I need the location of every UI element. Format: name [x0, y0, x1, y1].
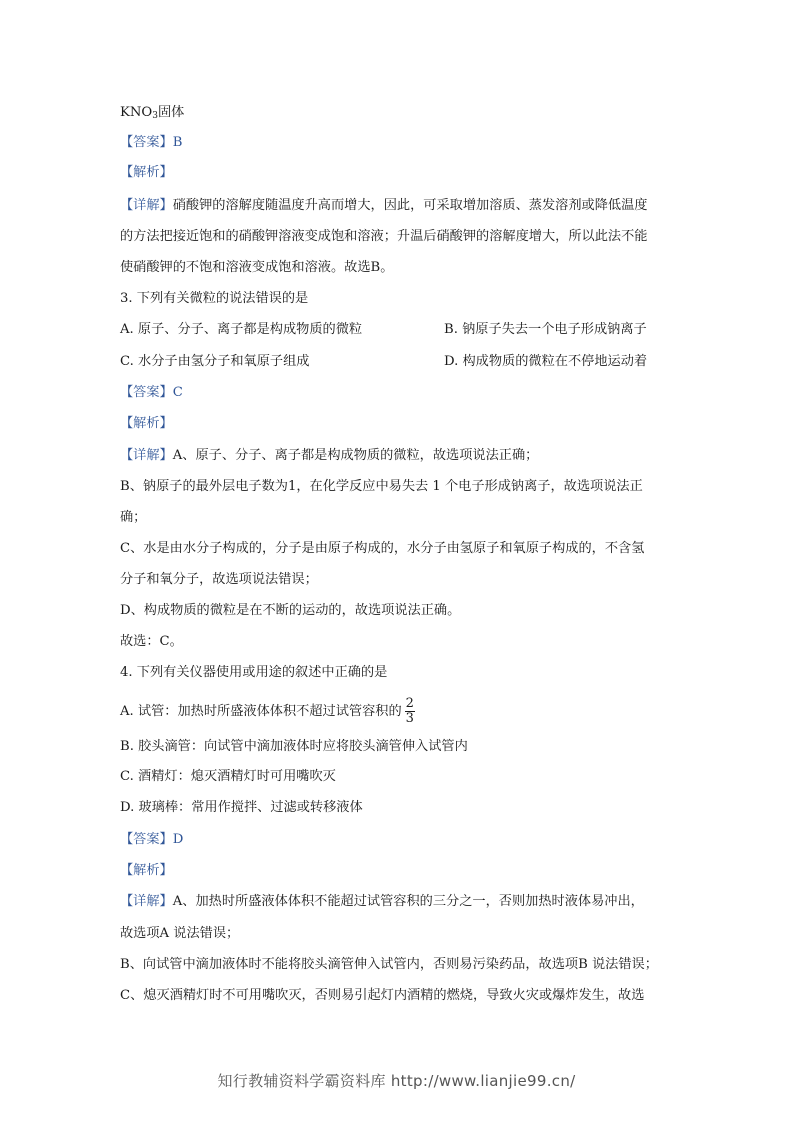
option-a: A. 原子、分子、离子都是构成物质的微粒	[120, 322, 363, 337]
question-3-options-row2	[120, 353, 720, 371]
fraction-numerator: 2	[405, 696, 414, 711]
question-3-options-row1	[120, 321, 720, 339]
analysis-label: 【解析】	[120, 165, 173, 180]
formula-tail: 固体	[157, 105, 185, 120]
text-line: 故选：C。	[120, 634, 183, 649]
text-line	[120, 104, 184, 122]
text-line: 确；	[120, 510, 147, 525]
answer-label: 【答案】B	[120, 135, 183, 150]
option-d: D. 玻璃棒：常用作搅拌、过滤或转移液体	[120, 800, 363, 815]
detail-tag: 【详解】	[120, 894, 173, 909]
text-line: C、熄灭酒精灯时不可用嘴吹灭，否则易引起灯内酒精的燃烧，导致火灾或爆炸发生，故选	[120, 988, 645, 1003]
answer-label: 【答案】D	[120, 832, 184, 847]
text-line: 使硝酸钾的不饱和溶液变成饱和溶液。故选B。	[120, 260, 394, 275]
text-line: 故选项A 说法错误；	[120, 926, 240, 941]
detail-tag: 【详解】	[120, 198, 173, 213]
text-line: B、向试管中滴加液体时不能将胶头滴管伸入试管内，否则易污染药品，故选项B 说法错误；	[120, 957, 658, 972]
option-text: A. 试管：加热时所盛液体体积不超过试管容积的	[120, 704, 402, 719]
formula-subscript: 3	[152, 111, 158, 121]
text-line	[120, 447, 538, 465]
option-c: C. 酒精灯：熄灭酒精灯时可用嘴吹灭	[120, 769, 336, 784]
formula-text: KNO	[120, 105, 153, 120]
analysis-label: 【解析】	[120, 863, 173, 878]
option-b: B. 胶头滴管：向试管中滴加液体时应将胶头滴管伸入试管内	[120, 739, 468, 754]
text-line: 分子和氧分子，故选项说法错误；	[120, 572, 318, 587]
answer-label: 【答案】C	[120, 385, 183, 400]
text-line: C、水是由水分子构成的，分子是由原子构成的，水分子由氢原子和氧原子构成的，不含氢	[120, 541, 645, 556]
text-line: 的方法把接近饱和的硝酸钾溶液变成饱和溶液；升温后硝酸钾的溶解度增大，所以此法不能	[120, 229, 648, 244]
detail-text: A、原子、分子、离子都是构成物质的微粒，故选项说法正确；	[172, 448, 539, 463]
analysis-label: 【解析】	[120, 416, 173, 431]
fraction	[405, 697, 415, 726]
detail-text: 硝酸钾的溶解度随温度升高而增大，因此，可采取增加溶质、蒸发溶剂或降低温度	[172, 198, 648, 213]
option-b: B. 钠原子失去一个电子形成钠离子	[444, 322, 647, 337]
option-d: D. 构成物质的微粒在不停地运动着	[444, 354, 648, 369]
page-footer: 知行教辅资料学霸资料库 http://www.lianjie99.cn/	[217, 1072, 576, 1090]
option-c: C. 水分子由氢分子和氧原子组成	[120, 354, 310, 369]
text-line	[120, 893, 644, 911]
text-line: D、构成物质的微粒是在不断的运动的，故选项说法正确。	[120, 603, 461, 618]
text-line: B、钠原子的最外层电子数为1，在化学反应中易失去 1 个电子形成钠离子，故选项说法正	[120, 479, 643, 494]
fraction-denominator: 3	[405, 711, 414, 726]
question-3: 3. 下列有关微粒的说法错误的是	[120, 291, 309, 306]
option-a	[120, 695, 415, 729]
detail-text: A、加热时所盛液体体积不能超过试管容积的三分之一，否则加热时液体易冲出，	[172, 894, 644, 909]
detail-tag: 【详解】	[120, 448, 173, 463]
question-4: 4. 下列有关仪器使用或用途的叙述中正确的是	[120, 665, 388, 680]
text-line	[120, 197, 648, 215]
